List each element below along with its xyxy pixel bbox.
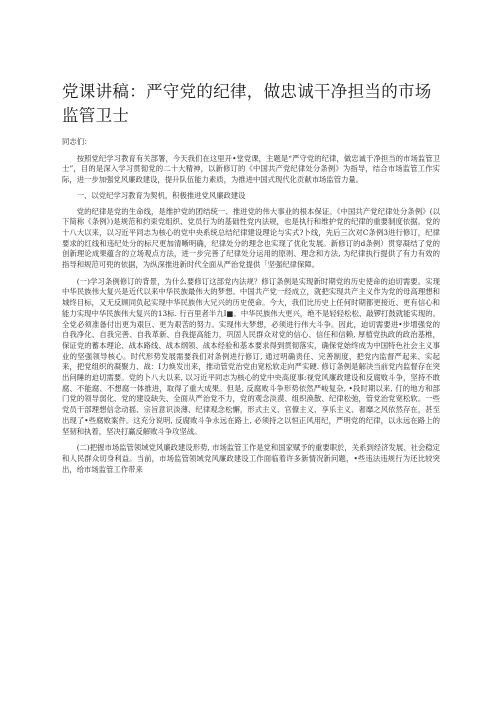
subsection-2-paragraph [62, 443, 440, 475]
document-body [62, 137, 440, 475]
document-title: 党课讲稿：严守党的纪律，做忠诚干净担当的市场监管卫士 [62, 82, 432, 125]
subsection-2-heading: (二)把握市场监管领域党风廉政建设形势, 市场监管工作是党和国家赋予的重要职於，关系到经济发展、社会稳定和人民群众切身利益。 [62, 443, 440, 463]
subsection-1-paragraph [62, 277, 440, 438]
greeting: 同志们： [62, 137, 92, 146]
section1-paragraph: 党的纪律是党的生命线，是维护党的团结统一、推进党的伟大事业的根本保证。《中国共产党纪律处分条例》(以下简称《条例》)是规范和约束党组织、党员行为的基础性党内法规，也是执行和维护党的纪律的重要制度依据。党的十八大以来，以习近平同志为核心的党中央系统总结纪律建设理论与实式?卜线，先后三次对C条例3进行修订，纪律要求的红线和违纪处分的标尺更加清晰明确，纪律处分的理念也实现了优化发展。新修订的d条例）贯穿凝结了党的创新理论成果蕴含的立场观点方法，进一步完善了纪律处分运用的原则、理念和方法, 为纪律执行提供了有力有效的指导和规范可兜的依据，为纵深推进新时代全面从严治党提供「坚强纪律保障。 [62, 206, 440, 270]
section-heading-1: 一、以党纪学习教育为契机，积极推进党风廉政建设 [76, 190, 246, 200]
subsection-2-text: 当前，市场监管领域党风廉政建设工作面临着许多新情况新问题，•些违法违规行为还比较突出，给市场监管工作带来 [62, 453, 440, 474]
subsection-1-text: 实现中华民族伟大复兴是近代以来中华民族最伟大的梦想。中国共产党一经成立，就把实现共产主义作为党的母高理想和城终目标，又无反顾同负起实现中华民族伟大兄兴的历史使命。今大，我们比历史上任何时期都更接近、更有信心和能力实现中华民族伟大复兴的13标. 行百里者半九I■。中华民族伟大更兴，绝不是轻轻松松、敲锣打鼓就能实现的。全党必须准备付出更为艰巨、更为艰苦的努力。实现伟大梦想，必须进行伟大斗争。因此，迫切需要进•步增强党的自我净化、自我完善、自我革新、自我提高能力，巩固人民群众对党的信心、信任和信赖, 厚植党执政的政治基椎，保证党的蓄本理论、战本路线、战本纲领、战本经验和基本要求得到贯彻落实，确保党始终成为中国特色社会主义事业的坚强领导核心。时代形势发展需要我们对条例进行修订, 通过明确责任、完善制度，把党内监督严起来、实起来，把党组织的凝聚力、战：I力焕发出来，推动管党治党由宽松软走向严实硬. 修订条例是解决当前党内监督存在突出问睡的迫切需要。党的卜八大以来, 以习近平同志为核心的党中央高度事:视党风廉政建设和反腐败斗争，坚持不敢腐、不能腐、不想腐一体推进，取得了重大成果。但是, 反腐败斗争形势依然严峻复杂, •段时期以来, 仃的地方和部门党的领导弱化、党的建设缺失、全面从严治党不力，党的观念淡漠、组织涣散、纪律松弛，管党治党宽松软。一些党员干部理想信念动摇、宗旨意识淡薄、纪律观念松懈，形式主义、官僚主义、享乐主义、奢靡之风依然存在，甚至出现了•些腐败案件。这充分说明, 反腐败斗争永远在路上, 必须持之以恒正风用纪，严明党的纪律，以永远在路上的坚韧和执着，坚决打赢反解败斗争攻坚战。 [62, 276, 440, 436]
subsection-1-heading: (一)学习条例修订的背景，为什么要修订这部党内法规？修订条例是实现新时期党的历史使命的迫切需要。 [76, 276, 426, 286]
intro-paragraph: 按照党纪学习教育有关部署，今天我们在这里开•堂党课，主题是“严守党的纪律，做忠诚干净担当的市场监管卫士”，目的是深入学习贯彻党的二十大精神，以新修订的《中国共产党纪律处分条例》为指导，结合市场监管工作实际，进一步加强党风廉政建设，提升队伍能力素质，为推进中国式现代化贡献市场监管力量。 [62, 153, 440, 185]
